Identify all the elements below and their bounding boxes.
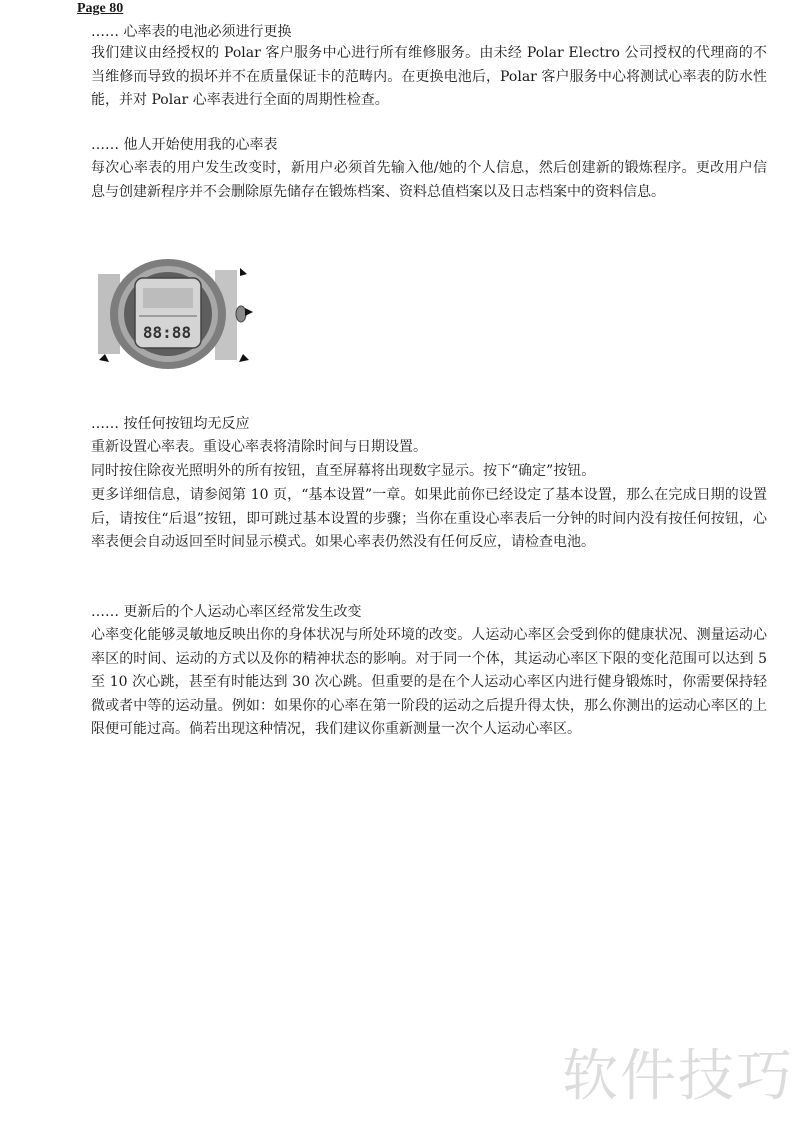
- section-line-press-buttons: 同时按住除夜光照明外的所有按钮，直至屏幕将出现数字显示。按下“确定”按钮。: [91, 463, 596, 479]
- section-text-battery: 我们建议由经授权的 Polar 客户服务中心进行所有维修服务。由未经 Polar Electro 公司授权的代理商的不当维修而导致的损坏并不在质量保证卡的范畴内。在更换电池后，Polar 客户服务中心将测试心率表的防水性能，并对 Polar 心率表进行全面的周期性检查。: [91, 45, 767, 109]
- section-heading-no-response: …… 按任何按钮均无反应: [91, 416, 250, 432]
- section-text-hr-zone: 心率变化能够灵敏地反映出你的身体状况与所处环境的改变。人运动心率区会受到你的健康状况、测量运动心率区的时间、运动的方式以及你的精神状态的影响。对于同一个体，其运动心率区下限的变化范围可以达到 5 至 10 次心跳，甚至有时能达到 30 次心跳。但重要的是在个人运动心率区内进行健身锻炼时，你需要保持轻微或者中等的运动量。例如：如果你的心率在第一阶段的运动之后提升得太快，那么你测出的运动心率区的上限便可能过高。倘若出现这种情况，我们建议你重新测量一次个人运动心率区。: [91, 627, 767, 738]
- section-text-no-response: 更多详细信息，请参阅第 10 页，“基本设置”一章。如果此前你已经设定了基本设置，那么在完成日期的设置后，请按住“后退”按钮，即可跳过基本设置的步骤；当你在重设心率表后一分钟的时间内没有按任何按钮，心率表便会自动返回至时间显示模式。如果心率表仍然没有任何反应，请检查电池。: [91, 487, 767, 551]
- page-number: Page 80: [77, 1, 124, 16]
- section-heading-hr-zone: …… 更新后的个人运动心率区经常发生改变: [91, 604, 362, 620]
- watch-reset-figure: [95, 256, 265, 376]
- section-line-reset: 重新设置心率表。重设心率表将清除时间与日期设置。: [91, 439, 427, 455]
- section-heading-new-user: …… 他人开始使用我的心率表: [91, 137, 278, 153]
- watch-display-digits: 88:88: [142, 323, 192, 342]
- section-heading-battery: …… 心率表的电池必须进行更换: [91, 24, 292, 40]
- section-text-new-user: 每次心率表的用户发生改变时，新用户必须首先输入他/她的个人信息，然后创建新的锻炼程序。更改用户信息与创建新程序并不会删除原先储存在锻炼档案、资料总值档案以及日志档案中的资料信息。: [91, 160, 767, 200]
- watermark-text: 软件技巧: [562, 1044, 794, 1109]
